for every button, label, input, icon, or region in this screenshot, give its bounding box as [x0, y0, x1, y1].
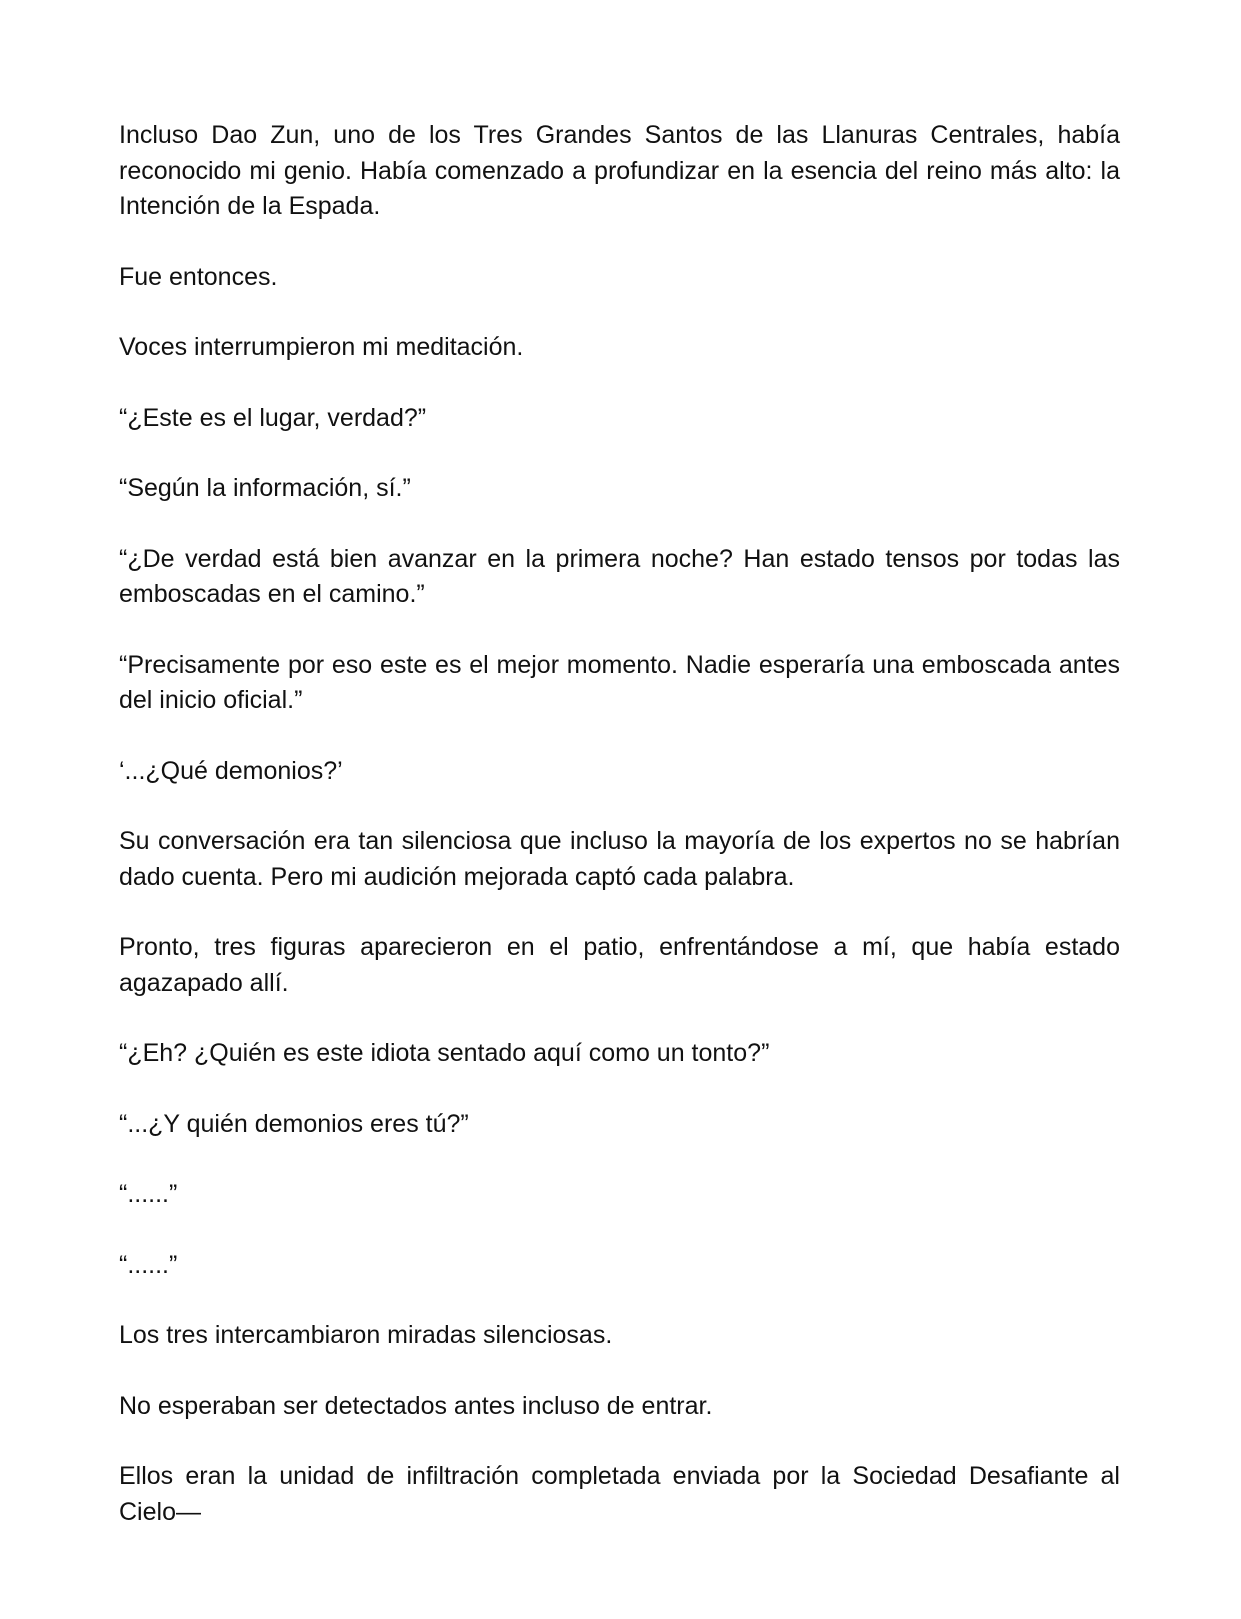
paragraph: Su conversación era tan silenciosa que incluso la mayoría de los expertos no se habrían dado cuenta. Pero mi audición mejorada captó cada palabra. — [119, 827, 1120, 891]
paragraph: “Según la información, sí.” — [119, 474, 411, 502]
paragraph: Voces interrumpieron mi meditación. — [119, 333, 524, 361]
paragraph: “...¿Y quién demonios eres tú?” — [119, 1109, 469, 1138]
paragraph: “¿Este es el lugar, verdad?” — [119, 403, 427, 432]
paragraph: Incluso Dao Zun, uno de los Tres Grandes Santos de las Llanuras Centrales, había reconocido mi genio. Había comenzado a profundizar en la esencia del reino más alto: la Intención de la Espada. — [119, 121, 1120, 220]
paragraph: Fue entonces. — [119, 262, 278, 291]
paragraph: ‘...¿Qué demonios?’ — [119, 756, 343, 785]
document-page — [119, 118, 1120, 1530]
paragraph: Pronto, tres figuras aparecieron en el patio, enfrentándose a mí, que había estado agazapado allí. — [119, 933, 1120, 997]
paragraph: “¿De verdad está bien avanzar en la primera noche? Han estado tensos por todas las emboscadas en el camino.” — [119, 544, 1120, 608]
paragraph: No esperaban ser detectados antes incluso de entrar. — [119, 1391, 713, 1420]
paragraph: “......” — [119, 1250, 178, 1279]
paragraph: Los tres intercambiaron miradas silenciosas. — [119, 1321, 613, 1349]
paragraph: Ellos eran la unidad de infiltración completada enviada por la Sociedad Desafiante al Cielo— — [119, 1462, 1120, 1526]
paragraph: “Precisamente por eso este es el mejor momento. Nadie esperaría una emboscada antes del inicio oficial.” — [119, 650, 1120, 714]
paragraph: “¿Eh? ¿Quién es este idiota sentado aquí como un tonto?” — [119, 1039, 770, 1067]
paragraph: “......” — [119, 1180, 178, 1208]
